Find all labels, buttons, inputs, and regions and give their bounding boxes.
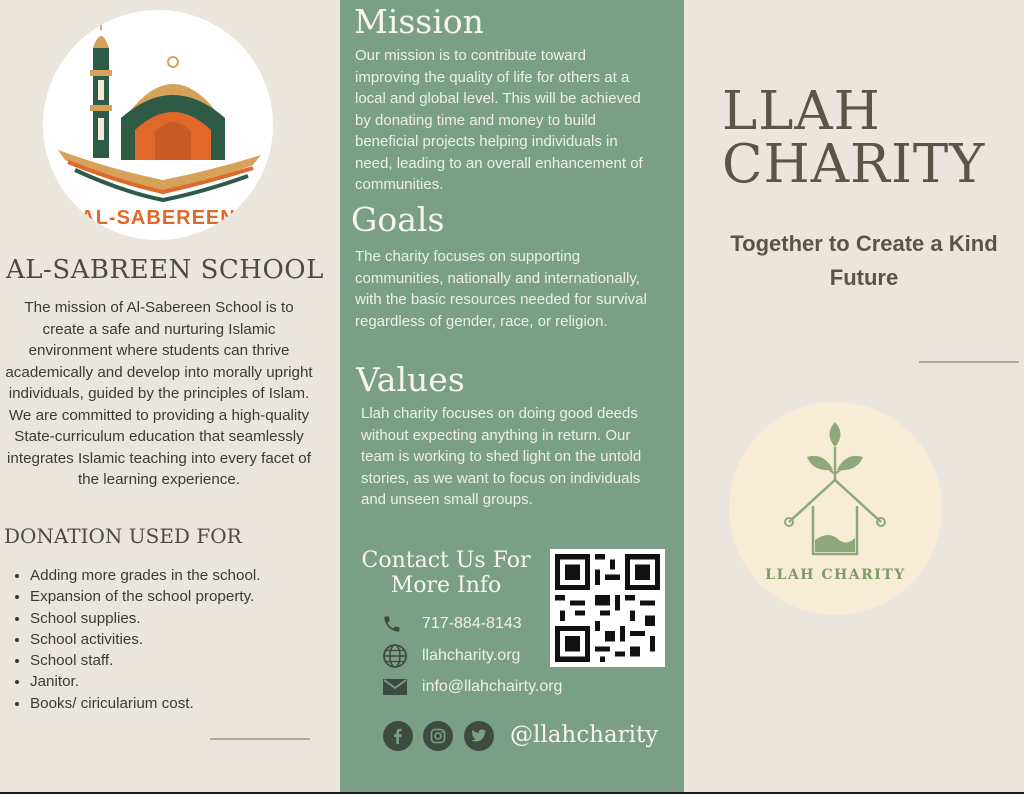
list-item: • Expansion of the school property. [30, 586, 260, 607]
school-logo-text: AL-SABEREEN [80, 207, 236, 229]
email-link[interactable]: info@llahchairty.org [422, 678, 563, 695]
phone-row[interactable] [382, 614, 522, 634]
email-row[interactable] [382, 677, 562, 697]
qr-code [550, 549, 665, 667]
school-title: AL-SABREEN SCHOOL [6, 255, 324, 285]
list-item: • School supplies. [30, 608, 260, 629]
school-description: The mission of Al-Sabereen School is to create a safe and nurturing Islamic environment where students can thrive academically and develop into morally upright individuals, guided by the principles of Islam. We are committed to providing a high-quality State-curriculum education that seamlessly integrates Islamic teaching into every facet of the learning experience. [5, 299, 313, 488]
school-logo [43, 10, 273, 240]
right-panel [684, 0, 1024, 794]
mission-text: Our mission is to contribute toward improving the quality of life for others at a local and global level. This will be achieved by donating time and money to build beneficial projects helping individuals in need, leading to an overall enhancement of communities. [355, 47, 643, 193]
divider [919, 361, 1019, 363]
values-title: Values [356, 360, 465, 399]
phone-number: 717-884-8143 [422, 615, 522, 632]
list-item: • Adding more grades in the school. [30, 565, 260, 586]
social-handle[interactable]: @llahcharity [510, 722, 659, 748]
brand-title-line2: CHARITY [722, 134, 986, 195]
website-row[interactable] [382, 643, 520, 669]
list-item: • School staff. [30, 650, 260, 671]
website-link[interactable]: llahcharity.org [422, 647, 521, 664]
list-item: • Books/ ciricularium cost. [30, 693, 260, 714]
left-panel [0, 0, 340, 794]
charity-logo-caption: LLAH CHARITY [765, 567, 906, 583]
goals-text: The charity focuses on supporting communities, nationally and internationally, with the basic resources needed for survival regardless of gender, race, or religion. [355, 248, 647, 330]
donation-list [12, 565, 260, 714]
facebook-icon[interactable] [383, 721, 413, 751]
goals-title: Goals [351, 200, 445, 239]
phone-icon [382, 614, 410, 634]
list-item: • Janitor. [30, 671, 260, 692]
divider [210, 738, 310, 740]
charity-logo [729, 402, 942, 615]
donation-title: DONATION USED FOR [4, 524, 242, 548]
mail-icon [382, 677, 410, 697]
mosque-logo-icon [43, 10, 273, 240]
list-item: • School activities. [30, 629, 260, 650]
values-text: Llah charity focuses on doing good deeds without expecting anything in return. Our team is working to shed light on the untold stories, as we want to focus on individuals and unseen small groups. [361, 405, 642, 508]
tagline: Together to Create a Kind Future [730, 231, 998, 290]
instagram-icon[interactable] [423, 721, 453, 751]
plant-house-logo-icon [729, 402, 942, 615]
middle-panel [340, 0, 684, 794]
mission-title: Mission [354, 2, 484, 41]
globe-icon [382, 643, 410, 669]
twitter-icon[interactable] [464, 721, 494, 751]
brand-title-line1: LLAH [722, 81, 881, 142]
brand-title [722, 81, 986, 195]
contact-title: Contact Us For More Info [361, 548, 531, 598]
